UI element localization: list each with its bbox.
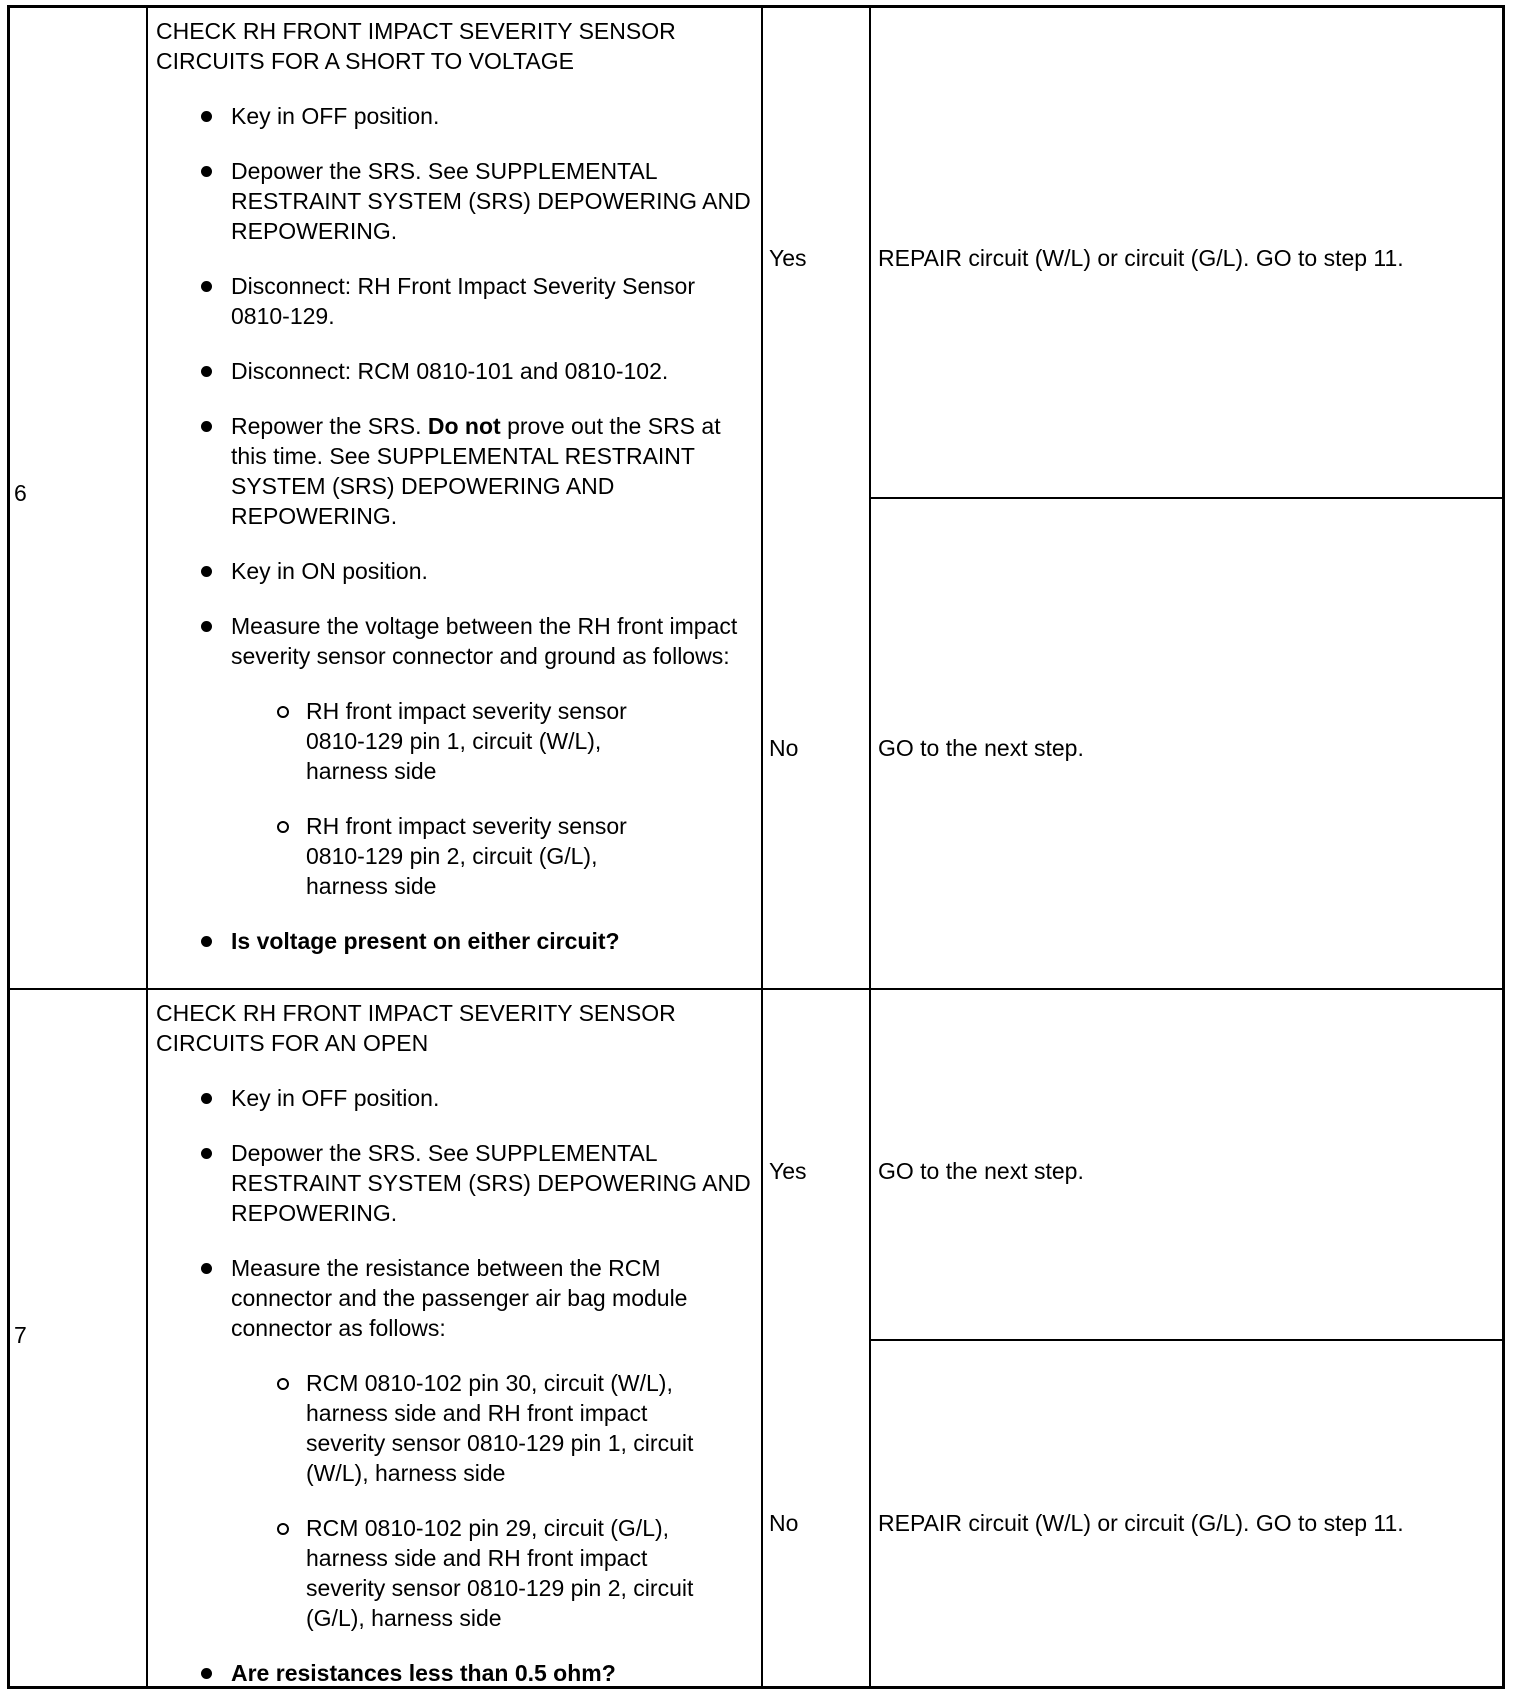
row-divider [10, 988, 1502, 990]
sub-bullet: RCM 0810-102 pin 30, circuit (W/L), harness side and RH front impact severity sensor 0810-129 pin 1, circuit (W/L), harness side [156, 1368, 756, 1488]
text: Repower the SRS. [231, 413, 428, 439]
bullet: Disconnect: RH Front Impact Severity Sensor 0810-129. [156, 271, 756, 331]
answer-yes: Yes [769, 245, 807, 271]
answer-no: No [769, 1510, 799, 1536]
step-title: CHECK RH FRONT IMPACT SEVERITY SENSOR CIRCUITS FOR AN OPEN [156, 1000, 676, 1056]
emphasis: Do not [427, 413, 501, 439]
bullet: Key in OFF position. [156, 101, 756, 131]
answer-no: No [769, 735, 799, 761]
answer-yes: Yes [769, 1158, 807, 1184]
step-number: 6 [14, 480, 27, 506]
action-no: REPAIR circuit (W/L) or circuit (G/L). GO to step 11. [878, 1510, 1404, 1536]
bullet: Depower the SRS. See SUPPLEMENTAL RESTRAINT SYSTEM (SRS) DEPOWERING AND REPOWERING. [156, 156, 756, 246]
action-yes: REPAIR circuit (W/L) or circuit (G/L). GO to step 11. [878, 245, 1404, 271]
sub-bullet: RH front impact severity sensor 0810-129 pin 2, circuit (G/L), harness side [156, 811, 756, 901]
bullet: Depower the SRS. See SUPPLEMENTAL RESTRAINT SYSTEM (SRS) DEPOWERING AND REPOWERING. [156, 1138, 756, 1228]
text: prove out the SRS at this time. See SUPPLEMENTAL RESTRAINT SYSTEM (SRS) DEPOWERING AND REPOWERING. [231, 413, 721, 529]
row-divider [870, 497, 1502, 499]
bullet: Disconnect: RCM 0810-101 and 0810-102. [156, 356, 756, 386]
bullet: Key in OFF position. [156, 1083, 756, 1113]
row-divider [870, 1339, 1502, 1341]
bullet: Measure the resistance between the RCM connector and the passenger air bag module connector as follows: [156, 1253, 756, 1343]
sub-bullet: RH front impact severity sensor 0810-129 pin 1, circuit (W/L), harness side [156, 696, 756, 786]
bullet: Measure the voltage between the RH front impact severity sensor connector and ground as follows: [156, 611, 756, 671]
column-divider [869, 8, 871, 1686]
sub-bullet: RCM 0810-102 pin 29, circuit (G/L), harness side and RH front impact severity sensor 0810-129 pin 2, circuit (G/L), harness side [156, 1513, 756, 1633]
bullet: Key in ON position. [156, 556, 756, 586]
step-7-content [156, 998, 756, 1688]
step-title: CHECK RH FRONT IMPACT SEVERITY SENSOR CIRCUITS FOR A SHORT TO VOLTAGE [156, 18, 676, 74]
step-number: 7 [14, 1322, 27, 1348]
column-divider [761, 8, 763, 1686]
step-6-content [156, 16, 756, 956]
question: Are resistances less than 0.5 ohm? [156, 1658, 756, 1688]
action-yes: GO to the next step. [878, 1158, 1084, 1184]
diagnostic-table [7, 5, 1505, 1689]
column-divider [146, 8, 148, 1686]
bullet [156, 411, 756, 531]
question: Is voltage present on either circuit? [156, 926, 756, 956]
action-no: GO to the next step. [878, 735, 1084, 761]
